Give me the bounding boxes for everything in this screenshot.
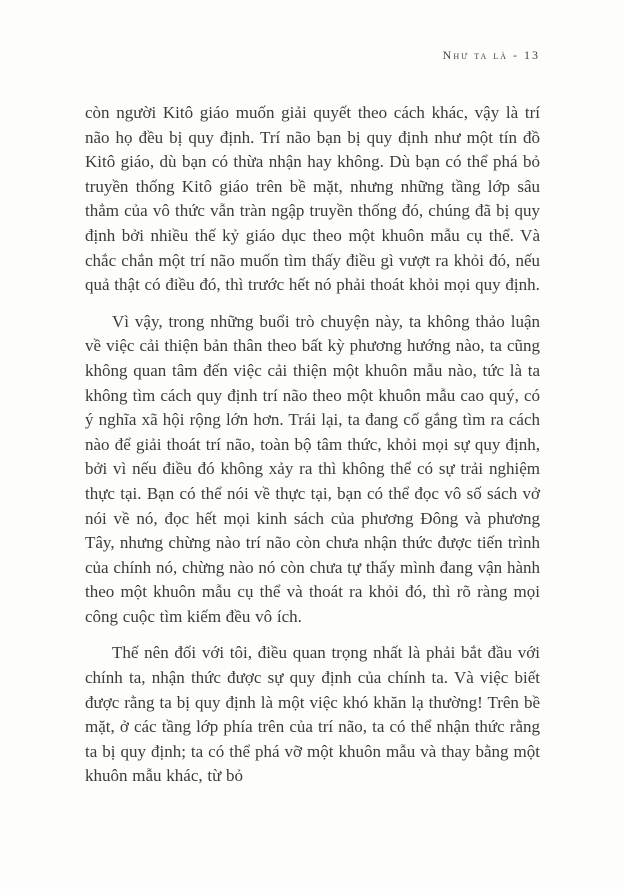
page-number: 13	[524, 48, 540, 62]
paragraph-1: còn người Kitô giáo muốn giải quyết theo cách khác, vậy là trí não họ đều bị quy định. Trí não bạn bị quy định như một tín đồ Kitô giáo, dù bạn có thừa nhận hay không. Dù bạn có thể phá bỏ truyền thống Kitô giáo trên bề mặt, nhưng những tầng lớp sâu thẳm của vô thức vẫn tràn ngập truyền thống đó, chúng đã bị quy định bởi nhiều thế kỷ giáo dục theo một khuôn mẫu cụ thể. Và chắc chắn một trí não muốn tìm thấy điều gì vượt ra khỏi đó, nếu quả thật có điều đó, thì trước hết nó phải thoát khỏi mọi quy định.	[85, 103, 540, 295]
running-header	[85, 48, 540, 63]
paragraph-2: Vì vậy, trong những buổi trò chuyện này, ta không thảo luận về việc cải thiện bản thân theo bất kỳ phương hướng nào, ta cũng không quan tâm đến việc cải thiện một khuôn mẫu nào, tức là ta không tìm cách quy định trí não theo một khuôn mẫu cao quý, có ý nghĩa xã hội rộng lớn hơn. Trái lại, ta đang cố gắng tìm ra cách nào để giải thoát trí não, toàn bộ tâm thức, khỏi mọi sự quy định, bởi vì nếu điều đó không xảy ra thì không thể có sự trải nghiệm thực tại. Bạn có thể nói về thực tại, bạn có thể đọc vô số sách vở nói về nó, đọc hết mọi kinh sách của phương Đông và phương Tây, nhưng chừng nào trí não còn chưa nhận thức được tiến trình của chính nó, chừng nào nó còn chưa tự thấy mình đang vận hành theo một khuôn mẫu cụ thể và thoát ra khỏi đó, thì rõ ràng mọi công cuộc tìm kiếm đều vô ích.	[85, 311, 540, 626]
running-header-separator: -	[508, 48, 524, 62]
running-header-title: Như ta là	[442, 48, 508, 62]
body-text	[85, 101, 540, 789]
paragraph-3: Thế nên đối với tôi, điều quan trọng nhất là phải bắt đầu với chính ta, nhận thức được sự quy định của chính ta. Và việc biết được rằng ta bị quy định là một việc khó khăn lạ thường! Trên bề mặt, ở các tầng lớp phía trên của trí não, ta có thể nhận thức rằng ta bị quy định; ta có thể phá vỡ một khuôn mẫu và thay bằng một khuôn mẫu khác, từ bỏ	[85, 643, 540, 786]
